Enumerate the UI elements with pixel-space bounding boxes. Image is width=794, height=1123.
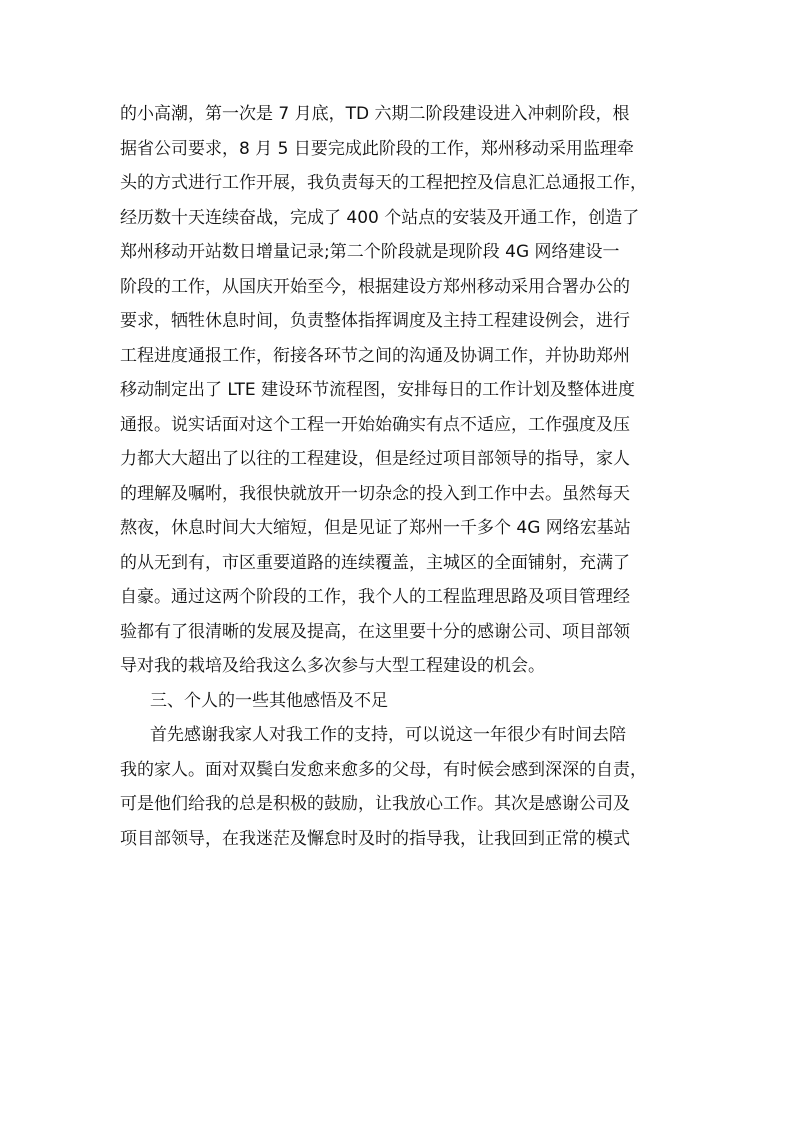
text-line: 通报。说实话面对这个工程一开始始确实有点不适应，工作强度及压 (120, 414, 630, 435)
text-line: 头的方式进行工作开展，我负责每天的工程把控及信息汇总通报工作， (120, 173, 647, 193)
text-line: 的理解及嘱咐，我很快就放开一切杂念的投入到工作中去。虽然每天 (120, 483, 630, 504)
body-text (120, 97, 680, 856)
text-line: 阶段的工作，从国庆开始至今，根据建设方郑州移动采用合署办公的 (120, 276, 630, 297)
text-line: 的从无到有，市区重要道路的连续覆盖，主城区的全面铺射，充满了 (120, 552, 630, 573)
text-line: 要求，牺牲休息时间，负责整体指挥调度及主持工程建设例会，进行 (120, 311, 630, 331)
text-line: 工程进度通报工作，衔接各环节之间的沟通及协调工作，并协助郑州 (120, 345, 630, 366)
text-line: 自豪。通过这两个阶段的工作，我个人的工程监理思路及项目管理经 (120, 587, 630, 607)
text-line: 首先感谢我家人对我工作的支持，可以说这一年很少有时间去陪 (150, 725, 626, 745)
text-line: 我的家人。面对双鬓白发愈来愈多的父母，有时候会感到深深的自责， (120, 759, 647, 780)
text-line: 经历数十天连续奋战，完成了 400 个站点的安装及开通工作，创造了 (120, 207, 640, 228)
text-line: 的小高潮，第一次是 7 月底，TD 六期二阶段建设进入冲刺阶段，根 (120, 104, 630, 124)
section-heading: 三、个人的一些其他感悟及不足 (150, 690, 388, 711)
text-line: 导对我的栽培及给我这么多次参与大型工程建设的机会。 (120, 656, 545, 676)
text-line: 可是他们给我的总是积极的鼓励，让我放心工作。其次是感谢公司及 (120, 794, 630, 814)
text-line: 力都大大超出了以往的工程建设，但是经过项目部领导的指导，家人 (120, 449, 630, 469)
text-line: 郑州移动开站数日增量记录;第二个阶段就是现阶段 4G 网络建设一 (120, 242, 620, 262)
text-line: 熬夜，休息时间大大缩短，但是见证了郑州一千多个 4G 网络宏基站 (120, 518, 631, 538)
text-line: 验都有了很清晰的发展及提高，在这里要十分的感谢公司、项目部领 (120, 621, 630, 642)
text-line: 移动制定出了 LTE 建设环节流程图，安排每日的工作计划及整体进度 (120, 380, 636, 400)
text-line: 据省公司要求，8 月 5 日要完成此阶段的工作，郑州移动采用监理牵 (120, 138, 634, 159)
text-line: 项目部领导，在我迷茫及懈怠时及时的指导我，让我回到正常的模式 (120, 828, 630, 849)
